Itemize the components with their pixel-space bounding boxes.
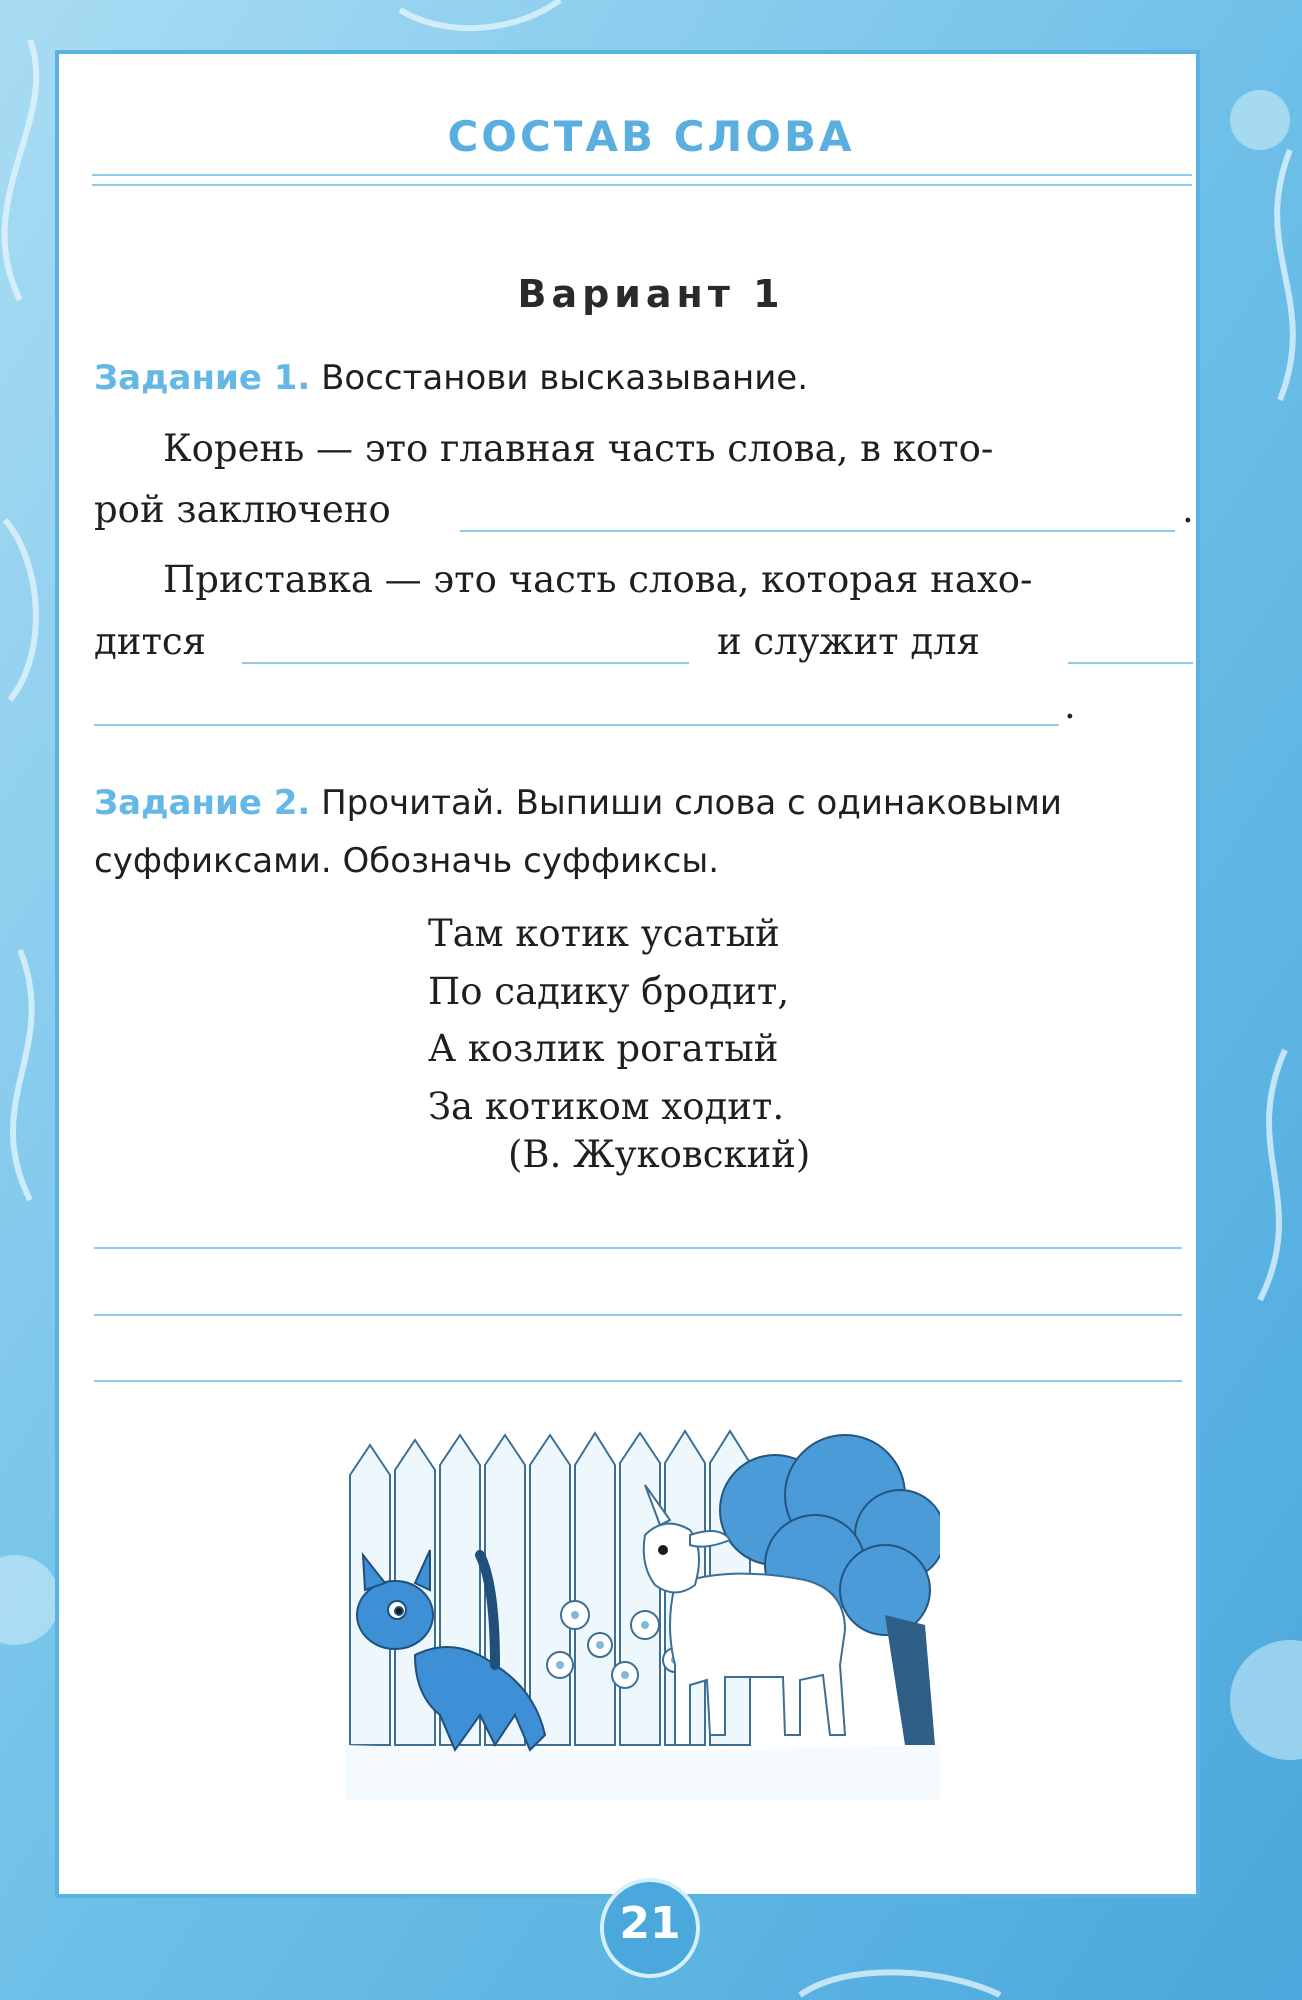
task1-root-line2: рой заключено — [94, 488, 391, 531]
poem-line: Там котик усатый — [428, 912, 780, 955]
poem-line: По садику бродит, — [428, 969, 790, 1013]
task1-heading — [94, 358, 808, 398]
answer-line-prefix-purpose[interactable] — [1068, 662, 1193, 664]
cat-and-goat-illustration — [345, 1415, 940, 1800]
answer-line-3[interactable] — [94, 1380, 1182, 1382]
task1-prefix-line2-middle: и служит для — [717, 620, 980, 663]
task1-label: Задание 1. — [94, 358, 311, 398]
task1-prefix-line1: Приставка — это часть слова, которая нахо- — [163, 558, 1033, 601]
title-rule-bottom — [92, 184, 1192, 186]
task2-instruction-line2: суффиксами. Обозначь суффиксы. — [94, 841, 720, 881]
title-rule-top — [92, 174, 1192, 176]
task1-prefix-line2-start: дится — [94, 620, 206, 663]
answer-line-prefix-position[interactable] — [242, 662, 689, 664]
poem-line: А козлик рогатый — [428, 1027, 779, 1070]
answer-line-root[interactable] — [460, 530, 1175, 532]
answer-line-2[interactable] — [94, 1314, 1182, 1316]
task2-heading — [94, 783, 1062, 823]
task1-root-line1: Корень — это главная часть слова, в кото- — [163, 427, 994, 470]
answer-line-prefix-purpose-continued[interactable] — [94, 724, 1059, 726]
page-title: СОСТАВ СЛОВА — [447, 112, 855, 161]
page-number: 21 — [619, 1898, 681, 1949]
poem — [428, 905, 789, 1135]
task2-instruction-line1: Прочитай. Выпиши слова с одинаковыми — [321, 783, 1062, 823]
task1-period-2: . — [1064, 684, 1076, 727]
task2-label: Задание 2. — [94, 783, 311, 823]
task1-instruction: Восстанови высказывание. — [321, 358, 809, 398]
variant-heading: Вариант 1 — [517, 272, 785, 316]
poem-author: (В. Жуковский) — [508, 1133, 811, 1176]
task1-period: . — [1182, 488, 1194, 531]
poem-line: За котиком ходит. — [428, 1084, 785, 1128]
answer-line-1[interactable] — [94, 1247, 1182, 1249]
